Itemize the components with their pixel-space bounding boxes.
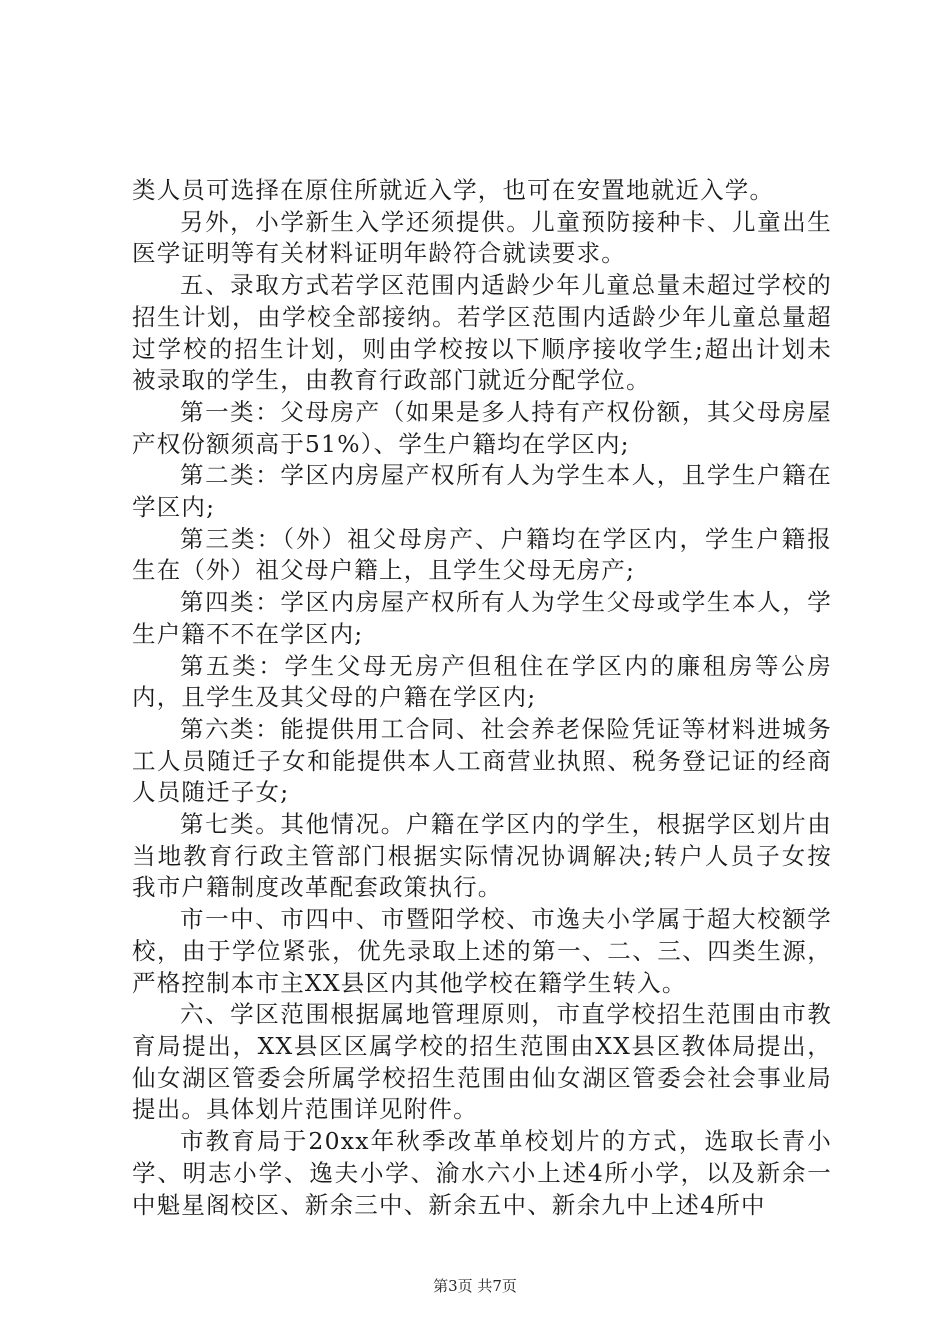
paragraph-birth-certificate: 另外，小学新生入学还须提供。儿童预防接种卡、儿童出生医学证明等有关材料证明年龄符合就读要求。: [132, 207, 832, 268]
paragraph-category-7: 第七类。其他情况。户籍在学区内的学生，根据学区划片由当地教育行政主管部门根据实际情况协调解决;转户人员子女按我市户籍制度改革配套政策执行。: [132, 810, 832, 902]
paragraph-reform: 市教育局于20xx年秋季改革单校划片的方式，选取长青小学、明志小学、逸夫小学、渝水六小上述4所小学，以及新余一中魁星阁校区、新余三中、新余五中、新余九中上述4所中: [132, 1127, 832, 1219]
paragraph-category-5: 第五类：学生父母无房产但租住在学区内的廉租房等公房内，且学生及其父母的户籍在学区内;: [132, 651, 832, 712]
paragraph-continuation: 类人员可选择在原住所就近入学，也可在安置地就近入学。: [132, 176, 775, 204]
page-number: 第3页 共7页: [433, 1277, 517, 1295]
paragraph-category-3: 第三类：（外）祖父母房产、户籍均在学区内，学生户籍报生在（外）祖父母户籍上，且学生父母无房产;: [132, 524, 832, 585]
paragraph-category-4: 第四类：学区内房屋产权所有人为学生父母或学生本人，学生户籍不不在学区内;: [132, 588, 832, 648]
paragraph-school-district-scope: 六、学区范围根据属地管理原则，市直学校招生范围由市教育局提出，XX县区区属学校的招生范围由XX县区教体局提出，仙女湖区管委会所属学校招生范围由仙女湖区管委会社会事业局提出。具体划片范围详见附件。: [132, 1000, 832, 1124]
paragraph-admission-method: 五、录取方式若学区范围内适龄少年儿童总量未超过学校的招生计划，由学校全部接纳。若学区范围内适龄少年儿童总量超过学校的招生计划，则由学校按以下顺序接收学生;超出计划未被录取的学生，由教育行政部门就近分配学位。: [132, 271, 832, 395]
paragraph-category-6: 第六类：能提供用工合同、社会养老保险凭证等材料进城务工人员随迁子女和能提供本人工商营业执照、税务登记证的经商人员随迁子女;: [132, 714, 832, 807]
paragraph-category-1: 第一类：父母房产（如果是多人持有产权份额，其父母房屋产权份额须高于51%）、学生户籍均在学区内;: [132, 397, 832, 458]
paragraph-oversized-schools: 市一中、市四中、市暨阳学校、市逸夫小学属于超大校额学校，由于学位紧张，优先录取上述的第一、二、三、四类生源，严格控制本市主XX县区内其他学校在籍学生转入。: [132, 905, 832, 997]
paragraph-category-2: 第二类：学区内房屋产权所有人为学生本人，且学生户籍在学区内;: [132, 461, 832, 522]
document-body: [132, 0, 832, 1221]
